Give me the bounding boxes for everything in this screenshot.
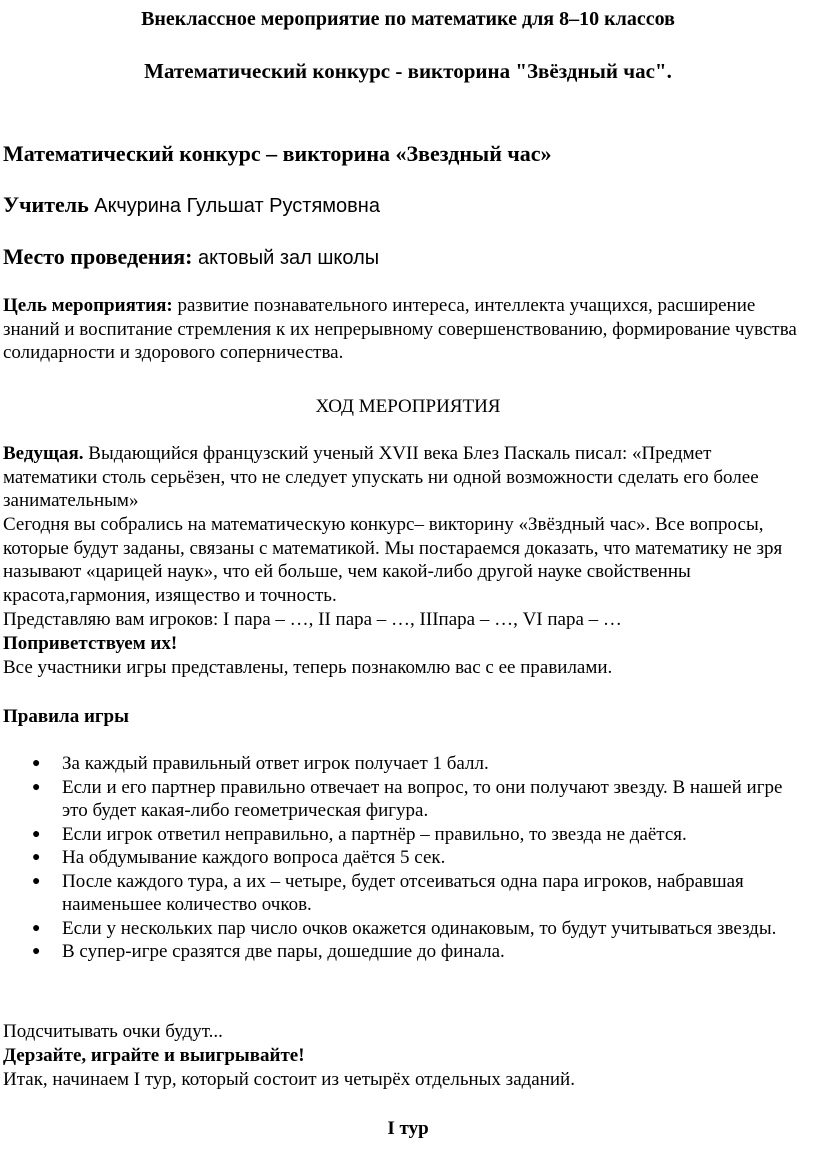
rules-list-item: ● Если игрок ответил неправильно, а партнёр – правильно, то звезда не даётся. bbox=[32, 823, 687, 845]
scoring-line: Подсчитывать очки будут... bbox=[3, 1021, 223, 1042]
bullet-icon: ● bbox=[32, 756, 41, 771]
bullet-icon: ● bbox=[32, 944, 41, 959]
intro-paragraph: Сегодня вы собрались на математическую конкурс– викторину «Звёздный час». Все вопросы, которые будут заданы, связаны с математикой. Мы постараемся доказать, что математику не зря называют «царицей наук», что ей больше, чем какой-либо другой науке свойственны красота,гармония, изящество и точность. bbox=[3, 514, 783, 606]
greet-line: Поприветствуем их! bbox=[3, 633, 178, 654]
document-subtitle: Математический конкурс - викторина "Звёздный час". bbox=[144, 59, 672, 83]
players-paragraph: Представляю вам игроков: I пара – …, II пара – …, IIIпара – …, VI пара – … bbox=[3, 609, 622, 630]
rules-list-item: ● Если у нескольких пар число очков окажется одинаковым, то будут учитываться звезды. bbox=[32, 917, 777, 939]
teacher-name: Акчурина Гульшат Рустямовна bbox=[94, 195, 380, 217]
rules-list-item: ● На обдумывание каждого вопроса даётся 5 сек. bbox=[32, 847, 446, 868]
rules-list bbox=[0, 752, 800, 964]
goal-label: Цель мероприятия: bbox=[3, 295, 173, 316]
host-text: Выдающийся французский ученый XVII века Блез Паскаль писал: «Предмет математики столь серьёзен, что не следует упускать ни одной возможности сделать его более занимательным» bbox=[3, 443, 759, 511]
rules-list-item: ● После каждого тура, а их – четыре, будет отсеиваться одна пара игроков, набравшая наименьшее количество очков. bbox=[32, 870, 744, 915]
rules-heading: Правила игры bbox=[3, 706, 129, 727]
teacher-line bbox=[3, 193, 380, 219]
round-heading: I тур bbox=[387, 1118, 429, 1139]
goal-text: развитие познавательного интереса, интеллекта учащихся, расширение знаний и воспитание стремления к их непрерывному совершенствованию, формирование чувства солидарности и здорового соперничества. bbox=[3, 295, 797, 363]
bullet-icon: ● bbox=[32, 850, 41, 865]
venue-line bbox=[3, 245, 379, 271]
bullet-icon: ● bbox=[32, 873, 41, 889]
document-title: Внеклассное мероприятие по математике для 8–10 классов bbox=[141, 8, 675, 30]
venue-label: Место проведения: bbox=[3, 244, 193, 269]
rules-list-item: ● Если и его партнер правильно отвечает на вопрос, то они получают звезду. В нашей игре это будет какая-либо геометрическая фигура. bbox=[32, 776, 783, 821]
bullet-icon: ● bbox=[32, 826, 41, 842]
goal-paragraph bbox=[3, 294, 803, 365]
rules-list-item: ● За каждый правильный ответ игрок получает 1 балл. bbox=[32, 753, 489, 774]
host-label: Ведущая. bbox=[3, 443, 84, 464]
rules-list-item: ● В супер-игре сразятся две пары, дошедшие до финала. bbox=[32, 941, 505, 962]
progress-heading: ХОД МЕРОПРИЯТИЯ bbox=[315, 396, 501, 417]
host-paragraph bbox=[3, 442, 803, 513]
venue-value: актовый зал школы bbox=[197, 247, 380, 269]
start-line: Итак, начинаем I тур, который состоит из четырёх отдельных заданий. bbox=[3, 1069, 575, 1090]
participants-paragraph: Все участники игры представлены, теперь познакомлю вас с ее правилами. bbox=[3, 657, 613, 678]
bullet-icon: ● bbox=[32, 779, 41, 795]
cheer-line: Дерзайте, играйте и выигрывайте! bbox=[3, 1045, 305, 1066]
bullet-icon: ● bbox=[32, 920, 41, 936]
teacher-label: Учитель bbox=[3, 192, 89, 217]
contest-title: Математический конкурс – викторина «Звездный час» bbox=[3, 141, 552, 166]
